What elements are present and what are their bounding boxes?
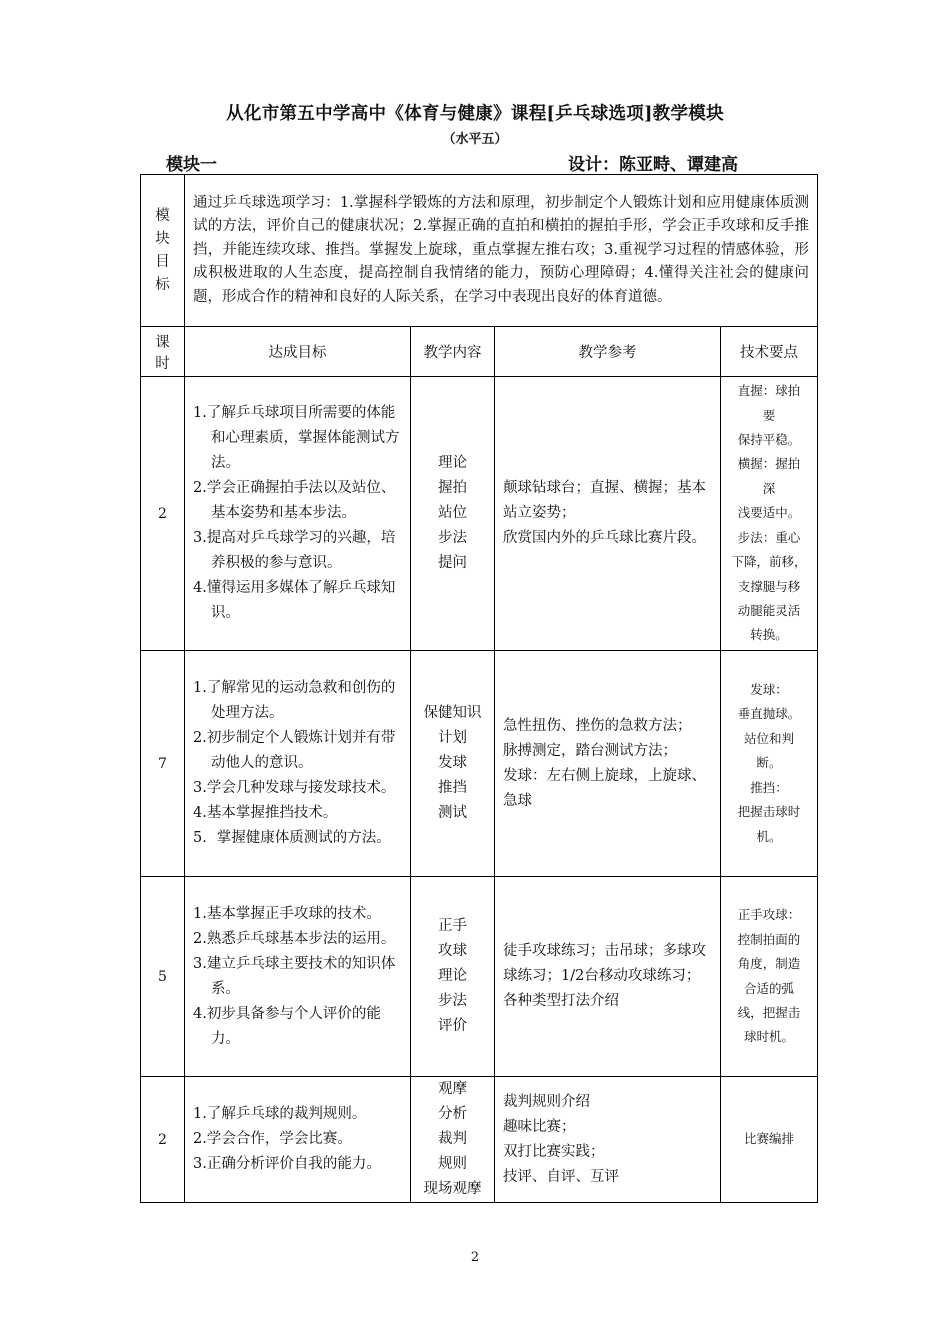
row-content: 正手 攻球 理论 步法 评价 (411, 877, 495, 1077)
row-reference: 裁判规则介绍 趣味比赛； 双打比赛实践； 技评、自评、互评 (495, 1077, 721, 1203)
row-objectives: 1.基本掌握正手攻球的技术。 2.熟悉乒乓球基本步法的运用。 3.建立乒乓球主要技术的知识体系。 4.初步具备参与个人评价的能力。 (185, 877, 411, 1077)
header-objective: 达成目标 (185, 327, 411, 377)
row-objectives: 1.了解乒乓球的裁判规则。 2.学会合作，学会比赛。 3.正确分析评价自我的能力。 (185, 1077, 411, 1203)
row-key-points: 比赛编排 (721, 1077, 818, 1203)
document-subtitle: （水平五） (442, 132, 508, 147)
table-header-row (141, 327, 818, 377)
header-hours: 课 时 (141, 327, 185, 377)
header-key-points: 技术要点 (721, 327, 818, 377)
row-key-points: 直握：球拍 要 保持平稳。 横握：握拍 深 浅要适中。 步法：重心 下降，前移， 支撑腿与移 动腿能灵活 转换。 (721, 377, 818, 651)
module-name: 模块一 (166, 155, 217, 175)
row-hours: 2 (141, 1077, 185, 1203)
teaching-module-table (140, 174, 818, 1203)
row-hours: 2 (141, 377, 185, 651)
designer-credit: 设计：陈亚畤、谭建高 (568, 155, 738, 175)
row-reference: 徒手攻球练习；击吊球；多球攻球练习；1/2台移动攻球练习；各种类型打法介绍 (495, 877, 721, 1077)
row-objectives: 1.了解乒乓球项目所需要的体能和心理素质，掌握体能测试方法。 2.学会正确握拍手法以及站位、基本姿势和基本步法。 3.提高对乒乓球学习的兴趣，培养积极的参与意识。 4.懂得运用多媒体了解乒乓球知识。 (185, 377, 411, 651)
row-objectives: 1.了解常见的运动急救和创伤的处理方法。 2.初步制定个人锻炼计划并有带动他人的意识。 3.学会几种发球与接发球技术。 4.基本掌握推挡技术。 5．掌握健康体质测试的方法。 (185, 651, 411, 877)
module-goal-text: 通过乒乓球选项学习：1.掌握科学锻炼的方法和原理，初步制定个人锻炼计划和应用健康体质测试的方法，评价自己的健康状况；2.掌握正确的直拍和横拍的握拍手形，学会正手攻球和反手推挡，并能连续攻球、推挡。掌握发上旋球，重点掌握左推右攻；3.重视学习过程的情感体验，形成积极进取的人生态度，提高控制自我情绪的能力，预防心理障碍；4.懂得关注社会的健康问题，形成合作的精神和良好的人际关系，在学习中表现出良好的体育道德。 (185, 175, 818, 327)
document-title: 从化市第五中学高中《体育与健康》课程[乒乓球选项]教学模块 (226, 104, 724, 124)
header-reference: 教学参考 (495, 327, 721, 377)
module-goal-label: 模 块 目 标 (141, 175, 185, 327)
row-content: 理论 握拍 站位 步法 提问 (411, 377, 495, 651)
header-content: 教学内容 (411, 327, 495, 377)
module-goal-row (141, 175, 818, 327)
row-content: 保健知识 计划 发球 推挡 测试 (411, 651, 495, 877)
row-reference: 颠球钻球台；直握、横握；基本站立姿势； 欣赏国内外的乒乓球比赛片段。 (495, 377, 721, 651)
row-hours: 5 (141, 877, 185, 1077)
row-key-points: 发球： 垂直抛球。 站位和判 断。 推挡： 把握击球时 机。 (721, 651, 818, 877)
page-number: 2 (470, 1250, 480, 1265)
row-reference: 急性扭伤、挫伤的急救方法； 脉搏测定，踏台测试方法； 发球：左右侧上旋球，上旋球、急球 (495, 651, 721, 877)
row-key-points: 正手攻球： 控制拍面的 角度，制造 合适的弧 线，把握击 球时机。 (721, 877, 818, 1077)
row-hours: 7 (141, 651, 185, 877)
table-row (141, 1077, 818, 1203)
row-content: 观摩 分析 裁判 规则 现场观摩 (411, 1077, 495, 1203)
table-row (141, 877, 818, 1077)
table-row (141, 651, 818, 877)
table-row (141, 377, 818, 651)
